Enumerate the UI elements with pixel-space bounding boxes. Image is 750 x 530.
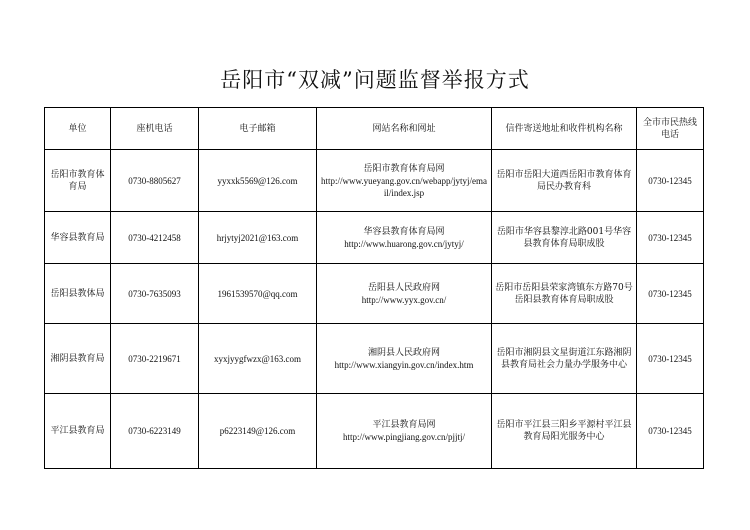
website-name: 华容县教育体育局网 bbox=[363, 226, 445, 237]
cell-phone: 0730-7635093 bbox=[111, 264, 199, 324]
cell-unit: 岳阳县教体局 bbox=[45, 264, 111, 324]
cell-address: 岳阳市平江县三阳乡平源村平江县教育局阳光服务中心 bbox=[492, 394, 637, 469]
table-row bbox=[45, 150, 704, 212]
report-table bbox=[44, 107, 704, 469]
website-url[interactable]: http://www.yyx.gov.cn/ bbox=[361, 294, 447, 305]
cell-email[interactable]: hrjytyj2021@163.com bbox=[199, 212, 317, 264]
cell-email[interactable]: 1961539570@qq.com bbox=[199, 264, 317, 324]
header-hotline: 全市市民热线电话 bbox=[637, 108, 704, 150]
website-url[interactable]: http://www.xiangyin.gov.cn/index.htm bbox=[334, 359, 474, 370]
header-row bbox=[45, 108, 704, 150]
cell-hotline: 0730-12345 bbox=[637, 150, 704, 212]
website-name: 岳阳县人民政府网 bbox=[367, 282, 440, 293]
table-row bbox=[45, 212, 704, 264]
cell-website bbox=[317, 212, 492, 264]
header-phone: 座机电话 bbox=[111, 108, 199, 150]
cell-phone: 0730-6223149 bbox=[111, 394, 199, 469]
cell-email[interactable]: p6223149@126.com bbox=[199, 394, 317, 469]
cell-email[interactable]: yyxxk5569@126.com bbox=[199, 150, 317, 212]
cell-hotline: 0730-12345 bbox=[637, 324, 704, 394]
cell-unit: 平江县教育局 bbox=[45, 394, 111, 469]
cell-website bbox=[317, 150, 492, 212]
table-row bbox=[45, 324, 704, 394]
cell-unit: 岳阳市教育体育局 bbox=[45, 150, 111, 212]
header-website: 网站名称和网址 bbox=[317, 108, 492, 150]
website-url[interactable]: http://www.yueyang.gov.cn/webapp/jytyj/email/index.jsp bbox=[320, 175, 488, 198]
cell-website bbox=[317, 264, 492, 324]
cell-website bbox=[317, 324, 492, 394]
website-name: 岳阳市教育体育局网 bbox=[363, 163, 445, 174]
cell-website bbox=[317, 394, 492, 469]
cell-hotline: 0730-12345 bbox=[637, 394, 704, 469]
cell-phone: 0730-4212458 bbox=[111, 212, 199, 264]
cell-phone: 0730-2219671 bbox=[111, 324, 199, 394]
cell-hotline: 0730-12345 bbox=[637, 264, 704, 324]
table-row bbox=[45, 264, 704, 324]
cell-address: 岳阳市岳阳大道西岳阳市教育体育局民办教育科 bbox=[492, 150, 637, 212]
page-title: 岳阳市“双减”问题监督举报方式 bbox=[220, 68, 530, 92]
website-url[interactable]: http://www.huarong.gov.cn/jytyj/ bbox=[344, 238, 464, 249]
cell-address: 岳阳市湘阴县文星街道江东路湘阴县教育局社会力量办学服务中心 bbox=[492, 324, 637, 394]
header-email: 电子邮箱 bbox=[199, 108, 317, 150]
cell-phone: 0730-8805627 bbox=[111, 150, 199, 212]
cell-email[interactable]: xyxjyygfwzx@163.com bbox=[199, 324, 317, 394]
table-row bbox=[45, 394, 704, 469]
header-unit: 单位 bbox=[45, 108, 111, 150]
website-name: 平江县教育局网 bbox=[372, 420, 436, 430]
cell-address: 岳阳市华容县黎淳北路001号华容县教育体育局职成股 bbox=[492, 212, 637, 264]
website-name: 湘阴县人民政府网 bbox=[367, 347, 440, 358]
cell-unit: 华容县教育局 bbox=[45, 212, 111, 264]
cell-unit: 湘阴县教育局 bbox=[45, 324, 111, 394]
website-url[interactable]: http://www.pingjiang.gov.cn/pjjtj/ bbox=[342, 432, 466, 442]
header-address: 信件寄送地址和收件机构名称 bbox=[492, 108, 637, 150]
cell-address: 岳阳市岳阳县荣家湾镇东方路70号岳阳县教育体育局职成股 bbox=[492, 264, 637, 324]
cell-hotline: 0730-12345 bbox=[637, 212, 704, 264]
